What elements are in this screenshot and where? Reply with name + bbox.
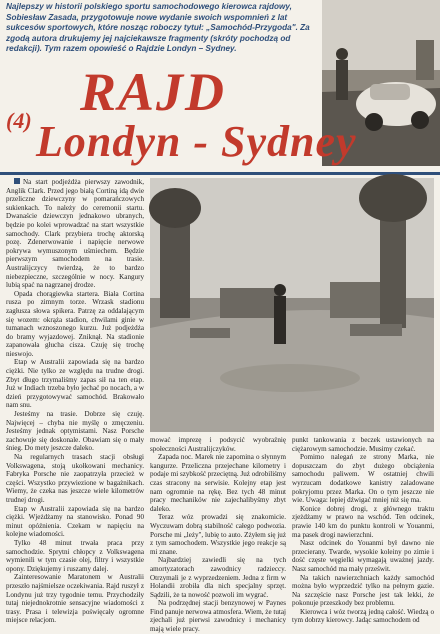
photo-rally-rain: [150, 178, 434, 432]
part-number: (4): [6, 108, 32, 133]
paragraph: Tylko 48 minut trwała praca przy samochodzie. Sprytni chłopcy z Volkswagena wymienili w tym czasie olej, filtry i wszystkie opony. Dziękujemy i ruszamy dalej.: [6, 538, 144, 573]
paragraph: Pomimo nalegań ze strony Marka, nie dopuszczam do zbyt dużego obciążenia samochodu paliwem. W ostatniej chwili wyrzucam dodatkowe kanistry zaladowane pokryjomu przez Marka. On o tym jeszcze nie wie. Uwaga: lepiej dźwigać mniej niż się ma.: [292, 453, 434, 505]
paragraph: Jesteśmy na trasie. Dobrze się czuję. Najwięcej – chyba nie myślę o zmęczeniu. Jesteśmy jednak optymistami. Nasz Porsche zachowuje się doskonale. Obawiam się o mały śnieg. Do mety jeszcze daleko.: [6, 410, 144, 453]
article-start-marker-icon: [14, 178, 20, 184]
paragraph: Zainteresowanie Maratonem w Australii przeszło najśmielsze oczekiwania. Rajd ruszył z Londynu już trzy tygodnie temu. Przychodziły tutaj niejednokrotnie sensacyjne wiadomości z trasy. Prasa i telewizja poświęcały ogromne miejsce relacjom.: [6, 573, 144, 625]
paragraph: Zapada noc. Marek nie zapomina o słynnym kangurze. Przeliczna przejechane kilometry i podaje mi szybkość przeciętną. Już odrobiliśmy czas stracony na serwisie. Kolejny etap jest nam ogromnie na rękę. Bez tych 48 minut pracy mechaników nie zajechalibyśmy zbyt daleko.: [150, 453, 286, 513]
article-lead: Najlepszy w historii polskiego sportu samochodowego kierowca rajdowy, Sobiesław Zasada, przygotowuje nowe wydanie swoich wspomnień z lat sukcesów sportowych, które nosząc roboczy tytuł: „Samochód-Przygoda". Za zgodą autora drukujemy jej najciekawsze fragmenty (skróty pochodzą od redakcji). Tym razem opowieść o Rajdzie Londyn – Sydney.: [6, 2, 310, 54]
paragraph: Na podrzędnej stacji benzynowej w Paynes Find panuje nerwowa atmosfera. Wiem, że tutaj zjechali już pierwsi zawodnicy i mechanicy mają wiele pracy.: [150, 599, 286, 634]
text-column-2: [150, 436, 286, 634]
paragraph: Najbardziej zawiedli się na tych amortyzatorach zawodnicy radzieccy. Otrzymali je z wyprzedzeniem. Jedna z firm w Holandii zrobiła dla nich specjalny sprzęt. Sądzili, że ta nowość pozwoli im wygrać.: [150, 556, 286, 599]
text-column-3: [292, 436, 434, 625]
paragraph: Na takich nawierzchniach każdy samochód można było wyprzedzić tylko na pełnym gazie. Na szczęście nasz Porsche jest tak lekki, że pokonuje przeszkody bez problemu.: [292, 573, 434, 608]
paragraph: Na start podjeżdża pierwszy zawodnik, Anglik Clark. Przed jego białą Cortiną idą dwie przeliczne dziewczyny w pomarańczowych sukienkach. To należy do ceremonii startu. Dwanaście dziewczyn jednakowo ubranych, będzie po kolei wprowadzać na start wszystkie samochody. Clark przybiera trochę aktorską pozę. Zdenerwowanie i napięcie nerwowe pokrywa wymuszonym uśmiechem. Będzie pierwszym samochodem na trasie. Australijczycy twierdzą, że to bardzo niebezpieczne, szczególnie w nocy. Kangury lubią spać na nagrzanej drodze.: [6, 178, 144, 290]
paragraph: punkt tankowania z beczek ustawionych na ciężarowym samochodzie. Musimy czekać.: [292, 436, 434, 453]
paragraph: Opada chorągiewka startera. Biała Cortina rusza po zimnym torze. Wrzask stadionu zagłusza słowa spikera. Patrzę za oddalającym się wozem: okrąża stadion, chwilami ginie w tumanach wznoszonego kurzu. Już podjeżdża do bramy wyjazdowej. Zniknął. Na stadionie zapanowała głucha cisza. Czuję się trochę nieswojo.: [6, 289, 144, 358]
paragraph: Teraz wóz prowadzi się znakomicie. Wyczuwam dobrą stabilność całego podwozia. Porsche mi „leży", lubię to auto. Zżyłem się już z tym samochodem. Wszystkie jego reakcje są mi znane.: [150, 513, 286, 556]
header-divider: [0, 172, 440, 175]
paragraph: mować imprezę i podsycić wyobraźnię społeczności Australijczyków.: [150, 436, 286, 453]
paragraph: Etap w Australii zapowiada się na bardzo ciężki. Wjeżdżamy na stanowisko. Ponad 90 minut opóźnienia. Czekam w napięciu na kolejne wiadomości.: [6, 504, 144, 539]
paragraph: Etap w Australii zapowiada się na bardzo ciężki. Nie tylko ze względu na trudne drogi. Zbyt długo trzymaliśmy zapas sił na ten etap. Już w Indiach trzeba było jechać po nocach, a w dzień przygotowywać samochód. Brakowało nam snu.: [6, 358, 144, 410]
paragraph: Na regularnych trasach stacji obsługi Volkswagena, stoją ukołkowani mechanicy. Fabryka Porsche nie zaopatrzyła przecież w części. Wszystko przywiezione w bagażnikach. Wiemy, że czeka nas jeszcze wiele kilometrów trudnej drogi.: [6, 453, 144, 504]
paragraph: Konice dobrej drogi, z głównego traktu zjeżdżamy w prawo na wschód. Ten odcinek, prawie 140 km do punktu kontroli w Youanmi, ma pasek drogi nawierzchni.: [292, 504, 434, 539]
paragraph: Nasz odcinek do Youanmi był dawno nie przecierany. Twarde, wysokie koleiny po zimie i dość częste węgielki wymagają uważnej jazdy. Nasz samochód ma mały prześwit.: [292, 539, 434, 573]
paragraph: Kierowca i wóz tworzą jedną całość. Wiedzą o tym dobrzy kierowcy. Jadąc samochodem od: [292, 607, 434, 625]
text-column-1: [6, 178, 144, 625]
article-title-line2: Londyn - Sydney: [36, 117, 357, 166]
article-title-line1: RAJD: [80, 62, 227, 122]
